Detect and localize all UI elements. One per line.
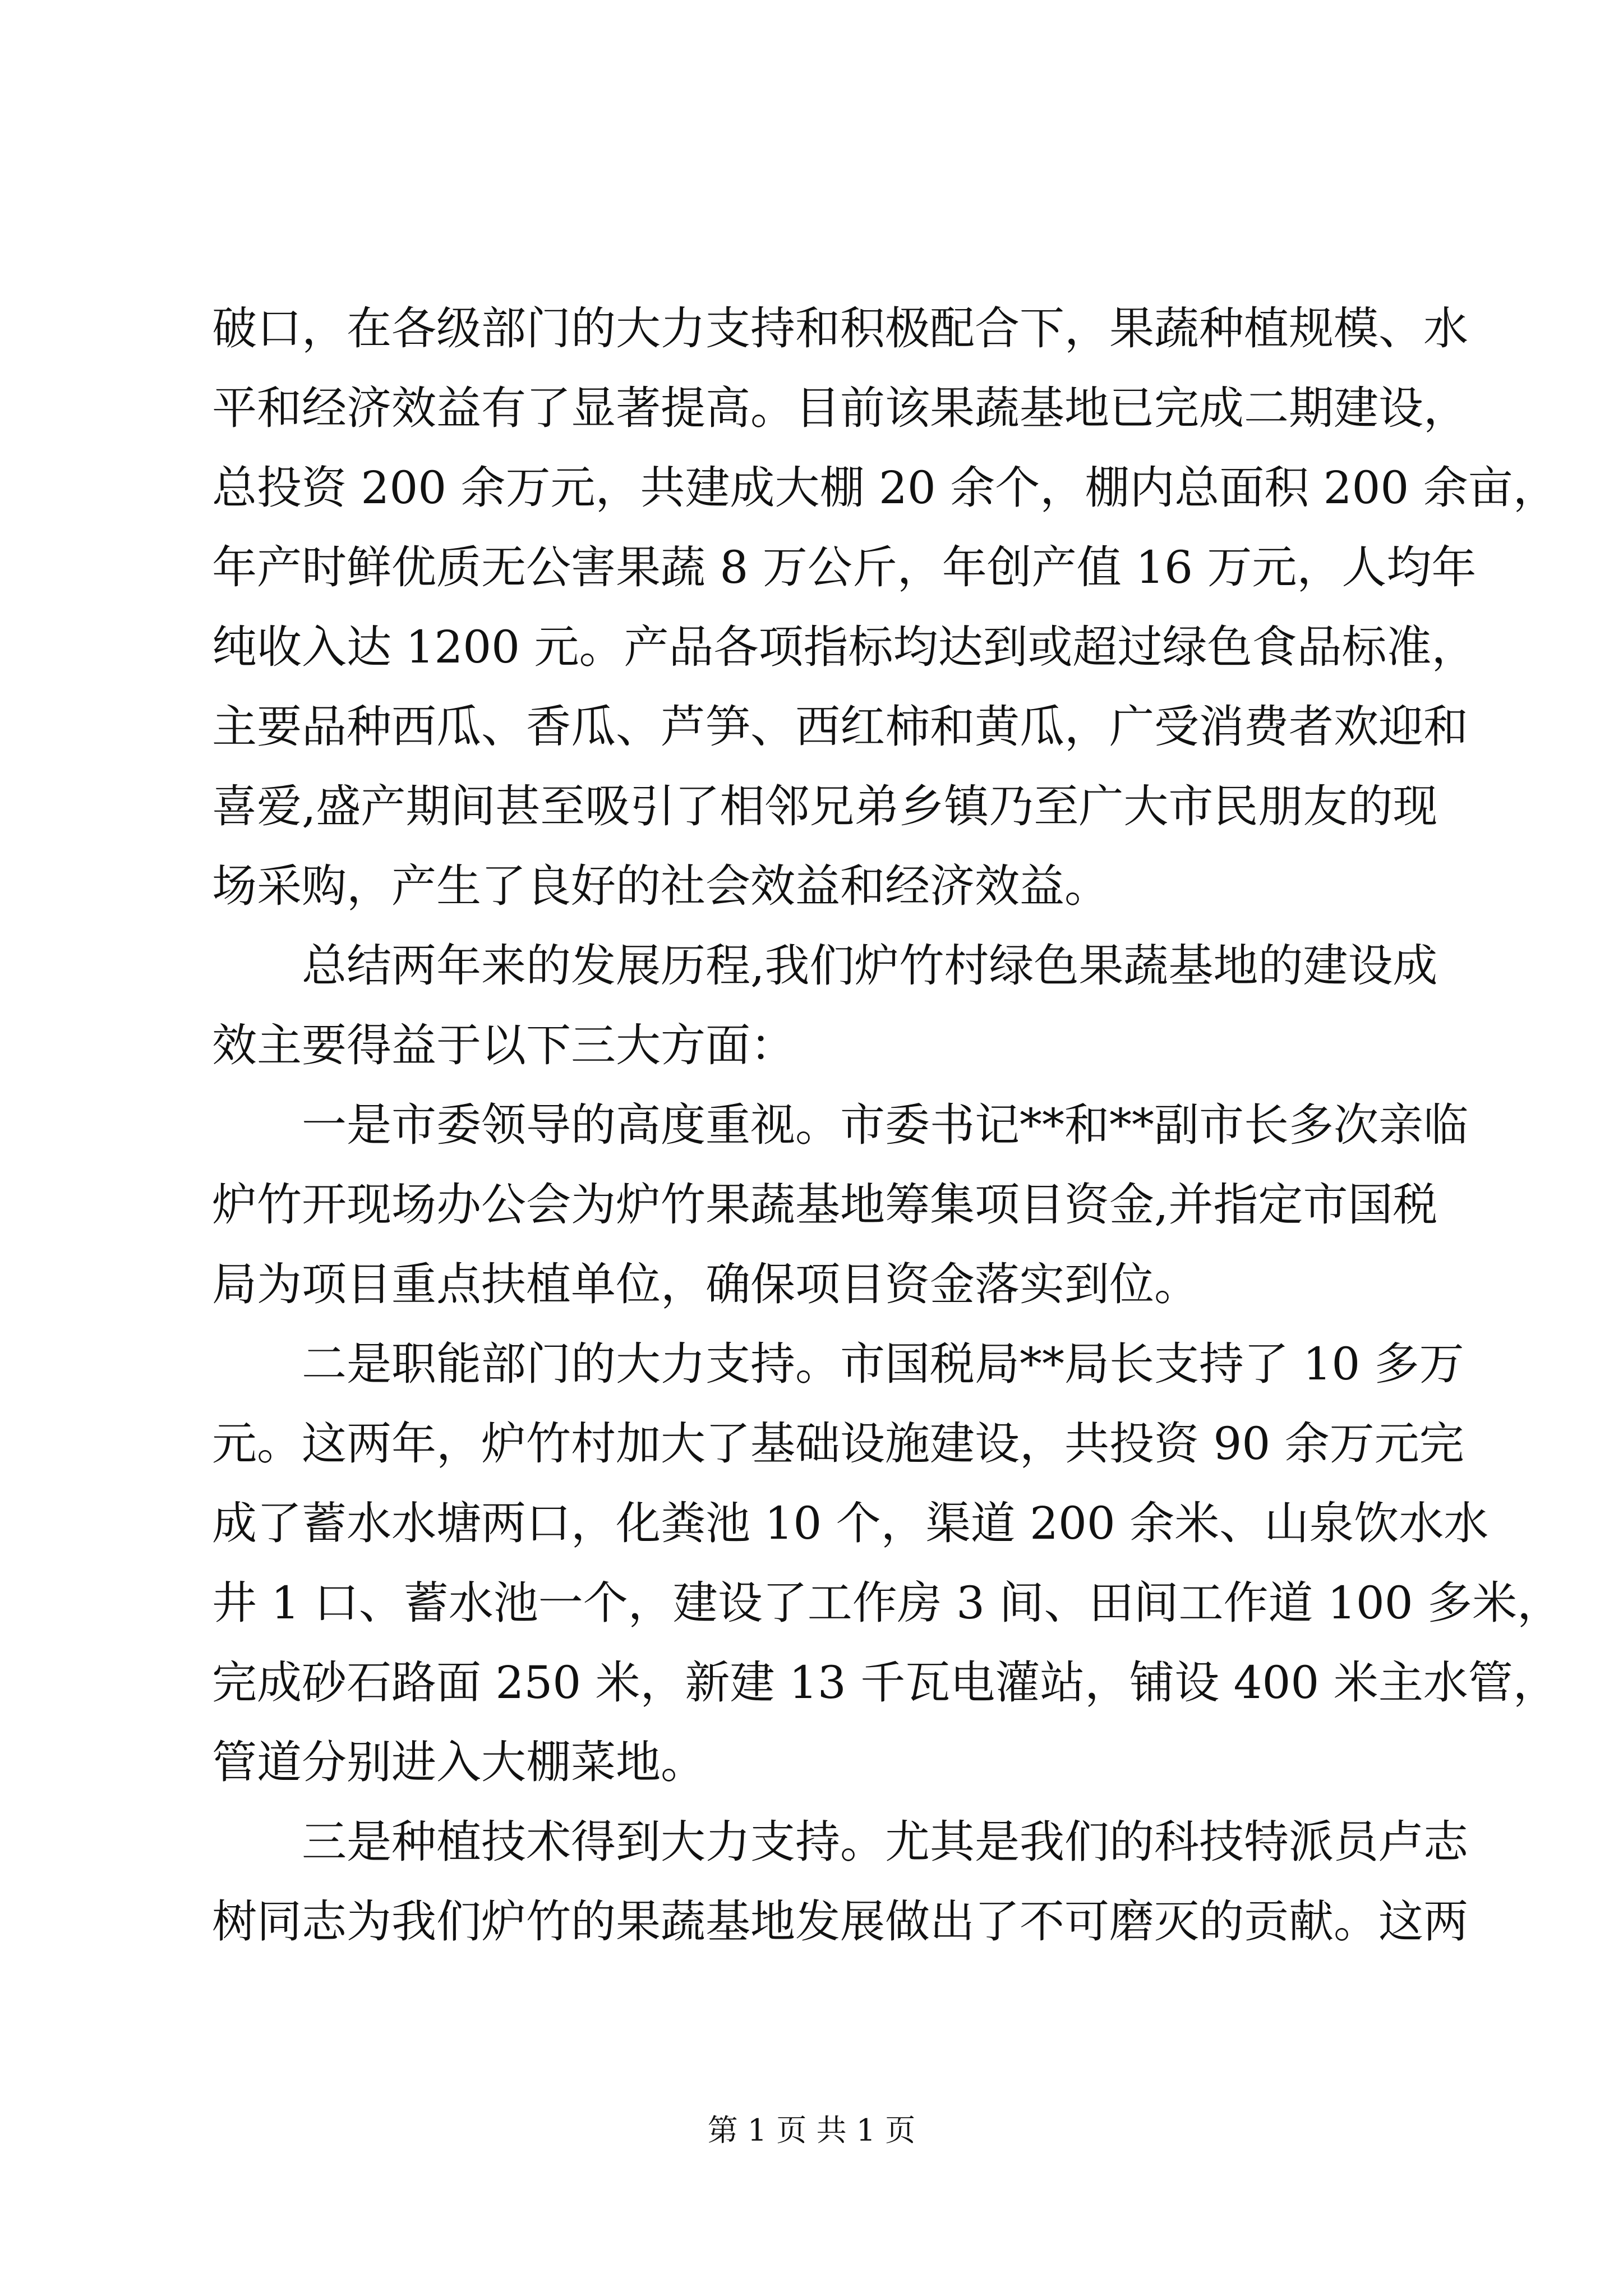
text-line: 破口，在各级部门的大力支持和积极配合下，果蔬种植规模、水 — [212, 302, 1468, 355]
text-line: 平和经济效益有了显著提高。目前该果蔬基地已完成二期建设， — [212, 382, 1468, 434]
text-line: 树同志为我们炉竹的果蔬基地发展做出了不可磨灭的贡献。这两 — [212, 1895, 1468, 1948]
text-line: 三是种植技术得到大力支持。尤其是我们的科技特派员卢志 — [302, 1816, 1468, 1868]
text-line: 元。这两年，炉竹村加大了基础设施建设，共投资 90 余万元完 — [212, 1418, 1464, 1470]
text-line: 场采购，产生了良好的社会效益和经济效益。 — [212, 860, 1109, 912]
text-line: 总结两年来的发展历程,我们炉竹村绿色果蔬基地的建设成 — [302, 940, 1438, 992]
text-line: 成了蓄水水塘两口，化粪池 10 个，渠道 200 余米、山泉饮水水 — [212, 1497, 1489, 1549]
text-line: 效主要得益于以下三大方面： — [212, 1019, 795, 1071]
text-line: 完成砂石路面 250 米，新建 13 千瓦电灌站，铺设 400 米主水管， — [212, 1657, 1558, 1709]
text-line: 年产时鲜优质无公害果蔬 8 万公斤，年创产值 16 万元，人均年 — [212, 541, 1477, 593]
text-line: 二是职能部门的大力支持。市国税局**局长支持了 10 多万 — [302, 1338, 1464, 1390]
text-line: 炉竹开现场办公会为炉竹果蔬基地筹集项目资金,并指定市国税 — [212, 1179, 1438, 1231]
text-line: 喜爱,盛产期间甚至吸引了相邻兄弟乡镇乃至广大市民朋友的现 — [212, 780, 1438, 832]
text-line: 主要品种西瓜、香瓜、芦笋、西红柿和黄瓜，广受消费者欢迎和 — [212, 701, 1468, 753]
document-body — [212, 289, 1562, 1962]
text-line: 管道分别进入大棚菜地。 — [212, 1736, 706, 1788]
text-line: 总投资 200 余万元，共建成大棚 20 余个，棚内总面积 200 余亩， — [212, 462, 1558, 514]
text-line: 井 1 口、蓄水池一个，建设了工作房 3 间、田间工作道 100 多米， — [212, 1577, 1562, 1629]
page-footer: 第 1 页 共 1 页 — [707, 2113, 916, 2148]
text-line: 一是市委领导的高度重视。市委书记**和**副市长多次亲临 — [302, 1099, 1468, 1151]
text-line: 纯收入达 1200 元。产品各项指标均达到或超过绿色食品标准， — [212, 621, 1477, 673]
text-line: 局为项目重点扶植单位，确保项目资金落实到位。 — [212, 1258, 1199, 1310]
